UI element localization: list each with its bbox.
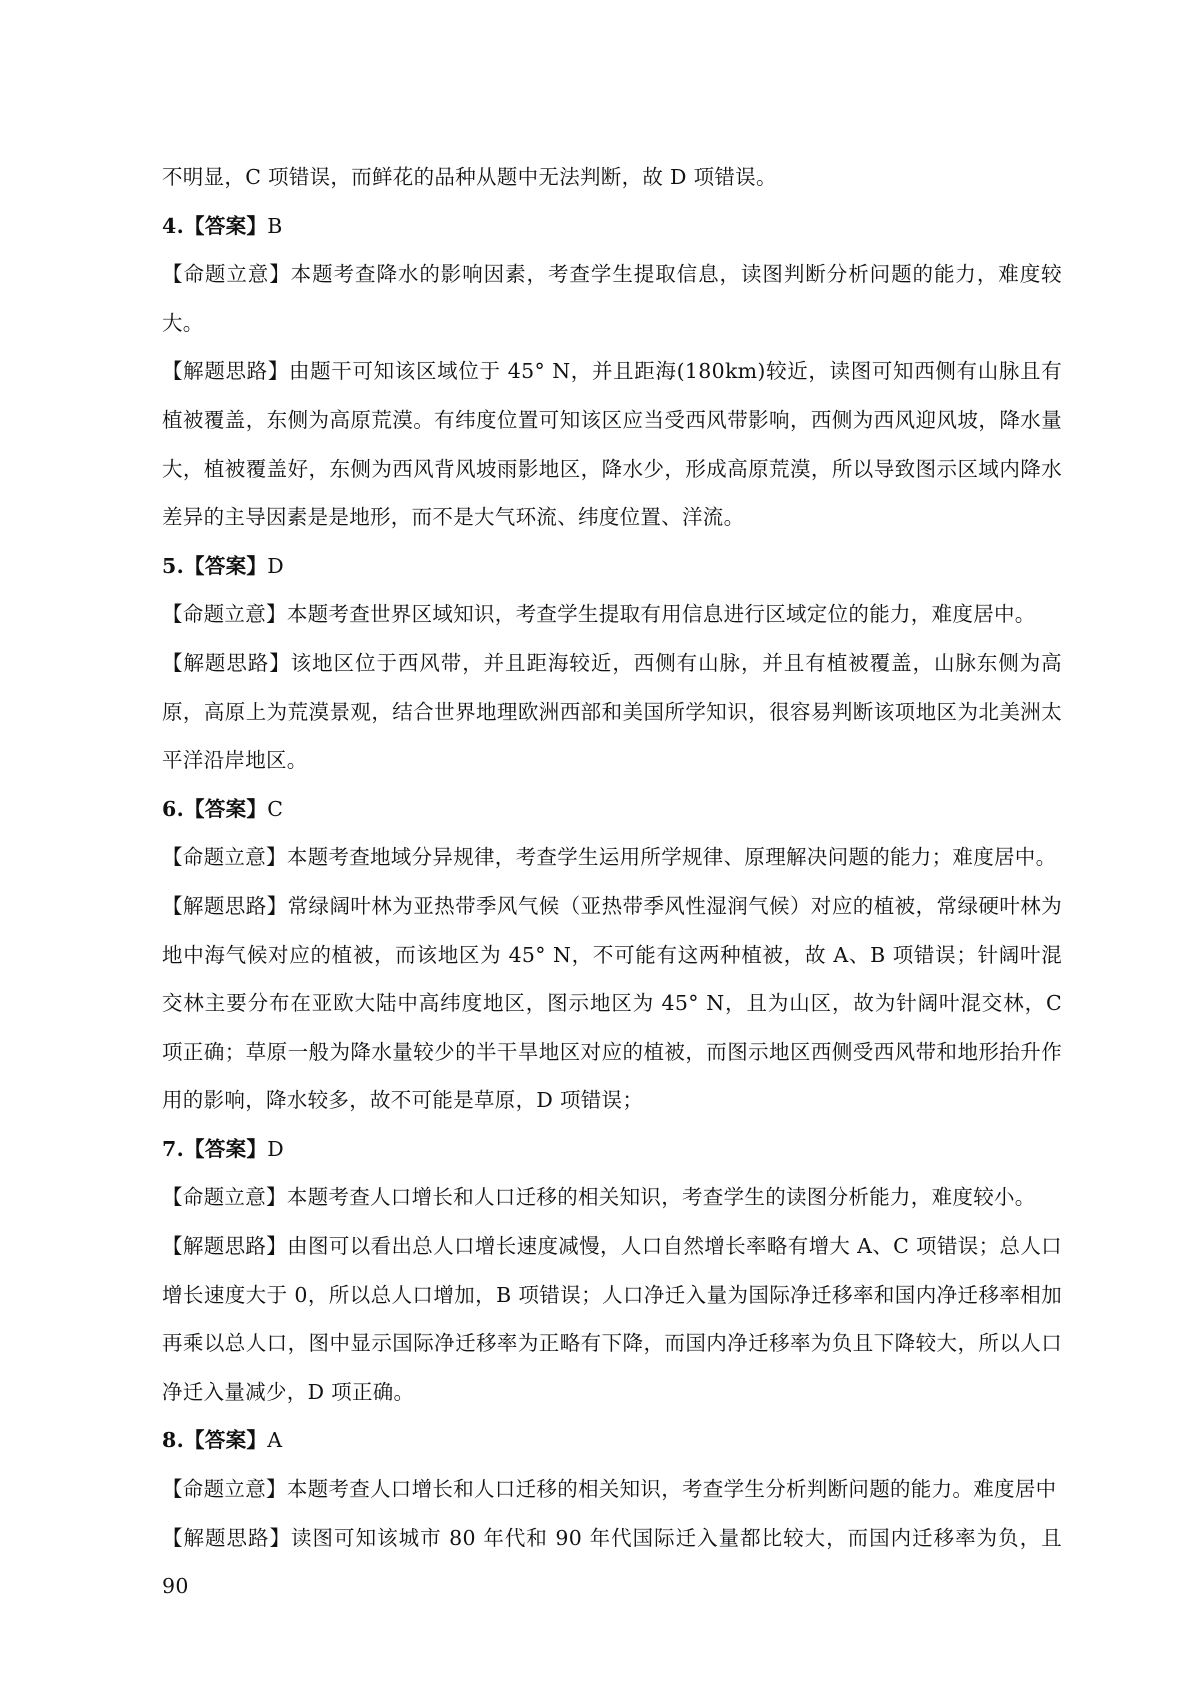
explanation-paragraph bbox=[162, 1465, 1062, 1514]
section-tag: 【命题立意】 bbox=[162, 845, 287, 870]
section-text: 由题干可知该区域位于 45° N，并且距海(180km)较近，读图可知西侧有山脉且有植被覆盖，东侧为高原荒漠。有纬度位置可知该区应当受西风带影响，西侧为西风迎风坡，降水量大，植被覆盖好，东侧为西风背风坡雨影地区，降水少，形成高原荒漠，所以导致图示区域内降水差异的主导因素是是地形，而不是大气环流、纬度位置、洋流。 bbox=[162, 359, 1062, 530]
section-text: 读图可知该城市 80 年代和 90 年代国际迁入量都比较大，而国内迁移率为负，且 90 bbox=[162, 1525, 1062, 1599]
explanation-paragraph bbox=[162, 347, 1062, 541]
section-tag: 【命题立意】 bbox=[162, 1477, 287, 1502]
answer-line bbox=[162, 1125, 1062, 1174]
question-number: 8. bbox=[162, 1428, 185, 1453]
question-number: 6. bbox=[162, 796, 185, 821]
answer-value: B bbox=[267, 213, 283, 238]
answer-line bbox=[162, 785, 1062, 834]
section-tag: 【解题思路】 bbox=[162, 1234, 288, 1259]
answer-value: A bbox=[267, 1428, 283, 1453]
question-number: 5. bbox=[162, 553, 185, 578]
explanation-paragraph bbox=[162, 250, 1062, 347]
answer-tag: 【答案】 bbox=[184, 796, 268, 821]
section-text: 本题考查世界区域知识，考查学生提取有用信息进行区域定位的能力，难度居中。 bbox=[286, 602, 1036, 627]
explanation-paragraph bbox=[162, 1222, 1062, 1416]
answer-tag: 【答案】 bbox=[184, 213, 268, 238]
explanation-paragraph bbox=[162, 639, 1062, 785]
section-tag: 【解题思路】 bbox=[162, 893, 288, 918]
answer-line bbox=[162, 542, 1062, 591]
section-text: 本题考查人口增长和人口迁移的相关知识，考查学生分析判断问题的能力。难度居中 bbox=[286, 1477, 1057, 1502]
explanation-paragraph bbox=[162, 590, 1062, 639]
answer-line bbox=[162, 202, 1062, 251]
explanation-paragraph bbox=[162, 1514, 1062, 1611]
explanation-paragraph bbox=[162, 833, 1062, 882]
section-text: 由图可以看出总人口增长速度减慢，人口自然增长率略有增大 A、C 项错误；总人口增长速度大于 0，所以总人口增加，B 项错误；人口净迁入量为国际净迁移率和国内净迁移率相加再乘以总人口，图中显示国际净迁移率为正略有下降，而国内净迁移率为负且下降较大，所以人口净迁入量减少，D 项正确。 bbox=[162, 1234, 1062, 1404]
answer-line bbox=[162, 1416, 1062, 1465]
question-number: 4. bbox=[162, 213, 185, 238]
section-tag: 【命题立意】 bbox=[162, 262, 291, 287]
answer-value: D bbox=[267, 1136, 284, 1161]
section-tag: 【解题思路】 bbox=[162, 1525, 292, 1550]
section-text: 本题考查降水的影响因素，考查学生提取信息，读图判断分析问题的能力，难度较大。 bbox=[162, 262, 1062, 335]
section-tag: 【解题思路】 bbox=[162, 359, 289, 384]
section-tag: 【解题思路】 bbox=[162, 650, 291, 675]
explanation-paragraph bbox=[162, 1173, 1062, 1222]
section-tag: 【命题立意】 bbox=[162, 602, 287, 627]
document-body bbox=[162, 153, 1062, 1611]
answer-tag: 【答案】 bbox=[184, 553, 268, 578]
answer-value: C bbox=[267, 796, 284, 821]
question-number: 7. bbox=[162, 1136, 185, 1161]
section-text: 常绿阔叶林为亚热带季风气候（亚热带季风性湿润气候）对应的植被，常绿硬叶林为地中海气候对应的植被，而该地区为 45° N，不可能有这两种植被，故 A、B 项错误；针阔叶混交林主要分布在亚欧大陆中高纬度地区，图示地区为 45° N，且为山区，故为针阔叶混交林，C 项正确；草原一般为降水量较少的半干旱地区对应的植被，而图示地区西侧受西风带和地形抬升作用的影响，降水较多，故不可能是草原，D 项错误； bbox=[162, 893, 1062, 1113]
section-text: 该地区位于西风带，并且距海较近，西侧有山脉，并且有植被覆盖，山脉东侧为高原，高原上为荒漠景观，结合世界地理欧洲西部和美国所学知识，很容易判断该项地区为北美洲太平洋沿岸地区。 bbox=[162, 650, 1062, 773]
section-text: 本题考查人口增长和人口迁移的相关知识，考查学生的读图分析能力，难度较小。 bbox=[286, 1185, 1036, 1210]
section-tag: 【命题立意】 bbox=[162, 1185, 287, 1210]
explanation-paragraph bbox=[162, 882, 1062, 1125]
section-text: 本题考查地域分异规律，考查学生运用所学规律、原理解决问题的能力；难度居中。 bbox=[286, 845, 1057, 870]
answer-value: D bbox=[267, 553, 284, 578]
answer-tag: 【答案】 bbox=[184, 1428, 268, 1453]
answer-tag: 【答案】 bbox=[184, 1136, 268, 1161]
paragraph-text: 不明显，C 项错误，而鲜花的品种从题中无法判断，故 D 项错误。 bbox=[162, 165, 777, 189]
